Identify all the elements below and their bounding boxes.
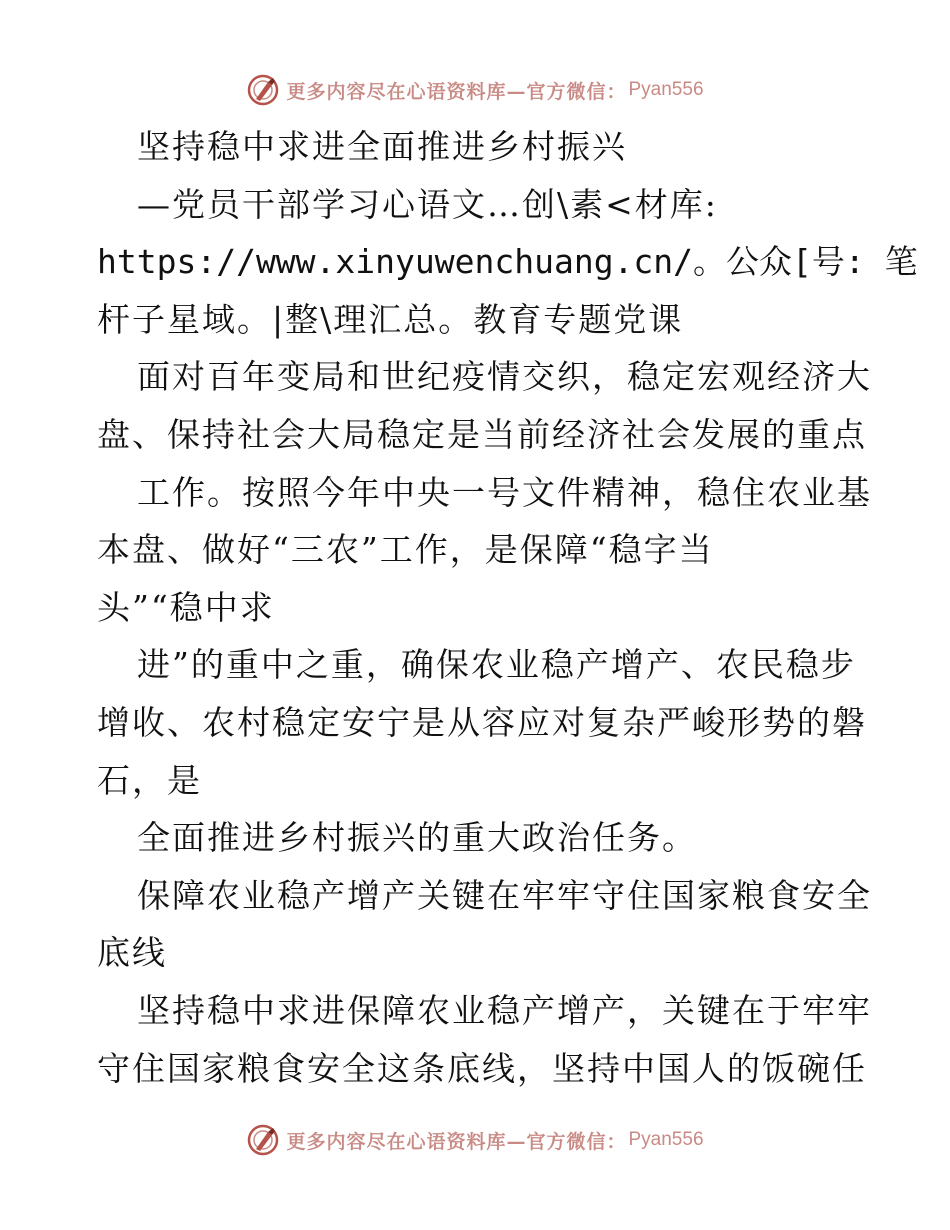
header-watermark: [0, 70, 950, 110]
section-heading-continued: 底线: [97, 933, 167, 973]
pen-nib-circle-icon: [246, 73, 280, 107]
section-heading: 保障农业稳产增产关键在牢牢守住国家粮食安全: [137, 875, 872, 915]
paragraph-line: 进”的重中之重，确保农业稳产增产、农民稳步: [137, 645, 856, 685]
paragraph-line: 面对百年变局和世纪疫情交织，稳定宏观经济大: [137, 357, 872, 397]
paragraph-line: 增收、农村稳定安宁是从容应对复杂严峻形势的磐: [97, 702, 867, 742]
paragraph-line: 守住国家粮食安全这条底线，坚持中国人的饭碗任: [97, 1048, 867, 1088]
document-body: [97, 118, 918, 1097]
paragraph-line: 坚持稳中求进保障农业稳产增产，关键在于牢牢: [137, 990, 872, 1030]
pen-nib-circle-icon: [246, 1123, 280, 1157]
document-url-line: https://www.xinyuwenchuang.cn/。公众[号: 笔: [97, 242, 918, 282]
paragraph-line: 工作。按照今年中央一号文件精神，稳住农业基: [137, 472, 872, 512]
paragraph-line: 本盘、做好“三农”工作，是保障“稳字当: [97, 530, 714, 570]
document-subtitle: —党员干部学习心语文…创\素<材库:: [137, 184, 718, 224]
document-title: 坚持稳中求进全面推进乡村振兴: [137, 127, 627, 166]
watermark-text: 更多内容尽在心语资料库—官方微信：: [286, 1130, 627, 1153]
document-source-line: 杆子星域。|整\理汇总。教育专题党课: [97, 299, 684, 339]
paragraph-line: 盘、保持社会大局稳定是当前经济社会发展的重点: [97, 414, 867, 454]
paragraph-line: 石，是: [97, 760, 202, 800]
watermark-wechat-id: Pyan556: [628, 1129, 704, 1150]
paragraph-line: 头”“稳中求: [97, 587, 275, 627]
watermark-wechat-id: Pyan556: [628, 79, 704, 100]
watermark-text: 更多内容尽在心语资料库—官方微信：: [286, 80, 627, 103]
paragraph-line: 全面推进乡村振兴的重大政治任务。: [137, 818, 697, 858]
footer-watermark: [0, 1120, 950, 1160]
